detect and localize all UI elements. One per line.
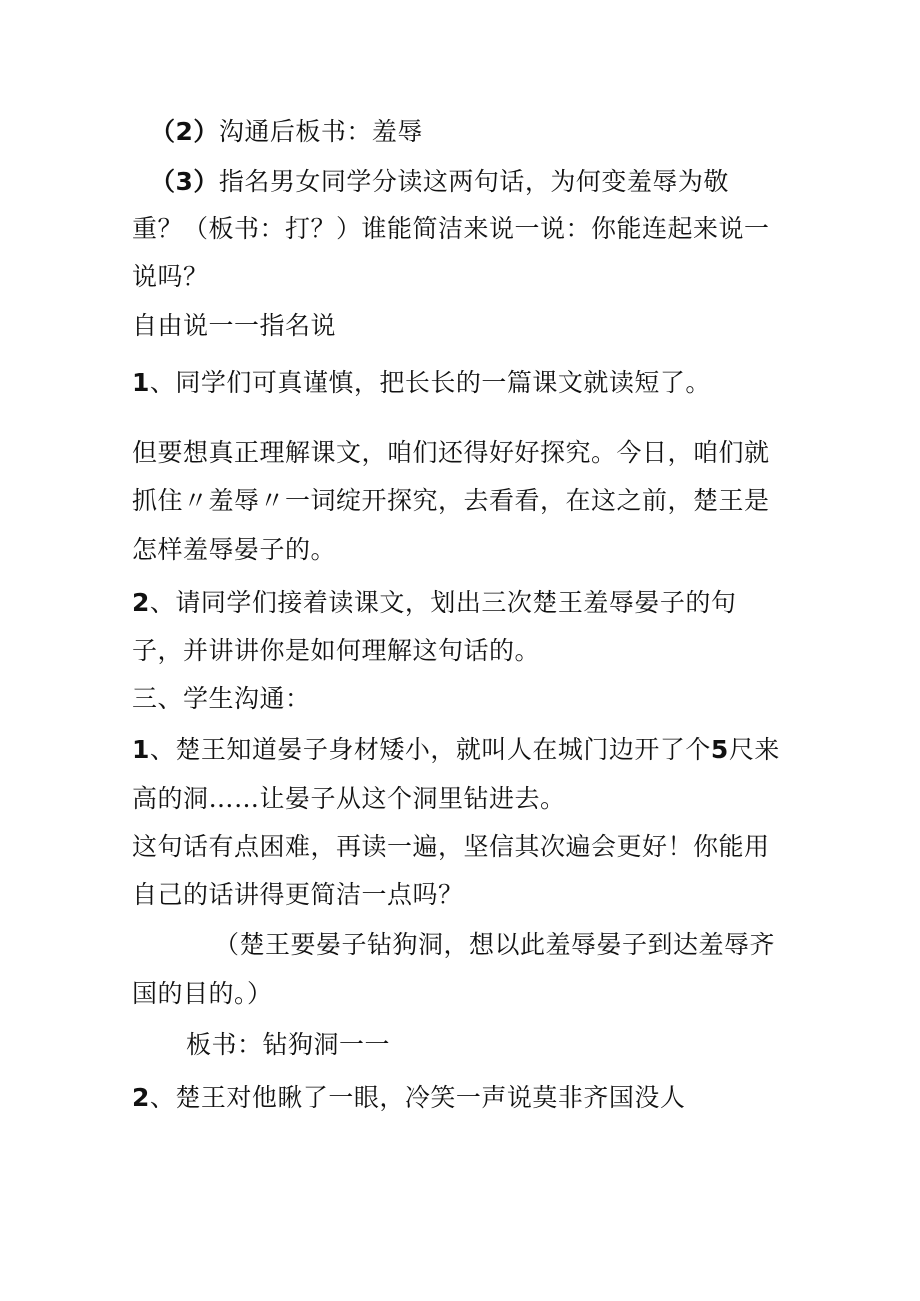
item-number: 2 — [132, 588, 150, 617]
paragraph-line — [132, 535, 336, 565]
paragraph-line — [132, 880, 464, 910]
paragraph-line — [132, 438, 770, 468]
line-text: 自己的话讲得更简洁一点吗？ — [132, 880, 464, 909]
paragraph-line — [132, 262, 209, 292]
line-text: 、楚王知道晏子身材矮小，就叫人在城门边开了个 — [149, 735, 711, 764]
item-number: （2） — [150, 117, 219, 146]
line-text: 抓住〃羞辱〃一词绽开探究，去看看，在这之前，楚王是 — [132, 486, 770, 515]
paragraph-line — [132, 311, 336, 341]
paragraph-line — [132, 784, 566, 814]
paragraph-line — [132, 588, 736, 618]
section-heading — [132, 684, 311, 714]
paragraph-line — [132, 1083, 685, 1113]
line-text: 、楚王对他瞅了一眼，冷笑一声说莫非齐国没人 — [149, 1083, 686, 1112]
inline-number: 5 — [710, 735, 729, 764]
line-text: 子，并讲讲你是如何理解这句话的。 — [132, 636, 541, 665]
paragraph-line — [214, 930, 775, 960]
item-number: 1 — [132, 368, 150, 397]
line-text: 说吗？ — [132, 262, 209, 291]
line-text: 三、学生沟通： — [132, 684, 311, 713]
paragraph-line — [132, 636, 540, 666]
line-text: 沟通后板书：羞辱 — [218, 117, 423, 146]
item-number: （3） — [150, 167, 219, 196]
paragraph-line — [186, 1030, 390, 1060]
line-text: 、请同学们接着读课文，划出三次楚王羞辱晏子的句 — [149, 588, 737, 617]
line-text: 自由说一一指名说 — [132, 311, 337, 340]
paragraph-line — [132, 368, 711, 398]
line-text: 国的目的。） — [132, 979, 273, 1008]
paragraph-line — [150, 117, 423, 147]
paragraph-line — [132, 214, 770, 244]
item-number: 1 — [132, 735, 150, 764]
line-text: 尺来 — [728, 735, 780, 764]
line-text: 怎样羞辱晏子的。 — [132, 535, 337, 564]
item-number: 2 — [132, 1083, 150, 1112]
paragraph-line — [150, 167, 729, 197]
line-text: 指名男女同学分读这两句话，为何变羞辱为敬 — [218, 167, 729, 196]
line-text: 高的洞……让晏子从这个洞里钻进去。 — [132, 784, 566, 813]
line-text: 这句话有点困难，再读一遍，坚信其次遍会更好！你能用 — [132, 832, 770, 861]
line-text: 、同学们可真谨慎，把长长的一篇课文就读短了。 — [149, 368, 711, 397]
line-text: （楚王要晏子钻狗洞，想以此羞辱晏子到达羞辱齐 — [214, 930, 776, 959]
paragraph-line — [132, 735, 780, 765]
paragraph-line — [132, 979, 273, 1009]
paragraph-line — [132, 486, 770, 516]
line-text: 但要想真正理解课文，咱们还得好好探究。今日，咱们就 — [132, 438, 770, 467]
line-text: 板书：钻狗洞一一 — [186, 1030, 391, 1059]
line-text: 重？（板书：打？）谁能简洁来说一说：你能连起来说一 — [132, 214, 770, 243]
paragraph-line — [132, 832, 770, 862]
